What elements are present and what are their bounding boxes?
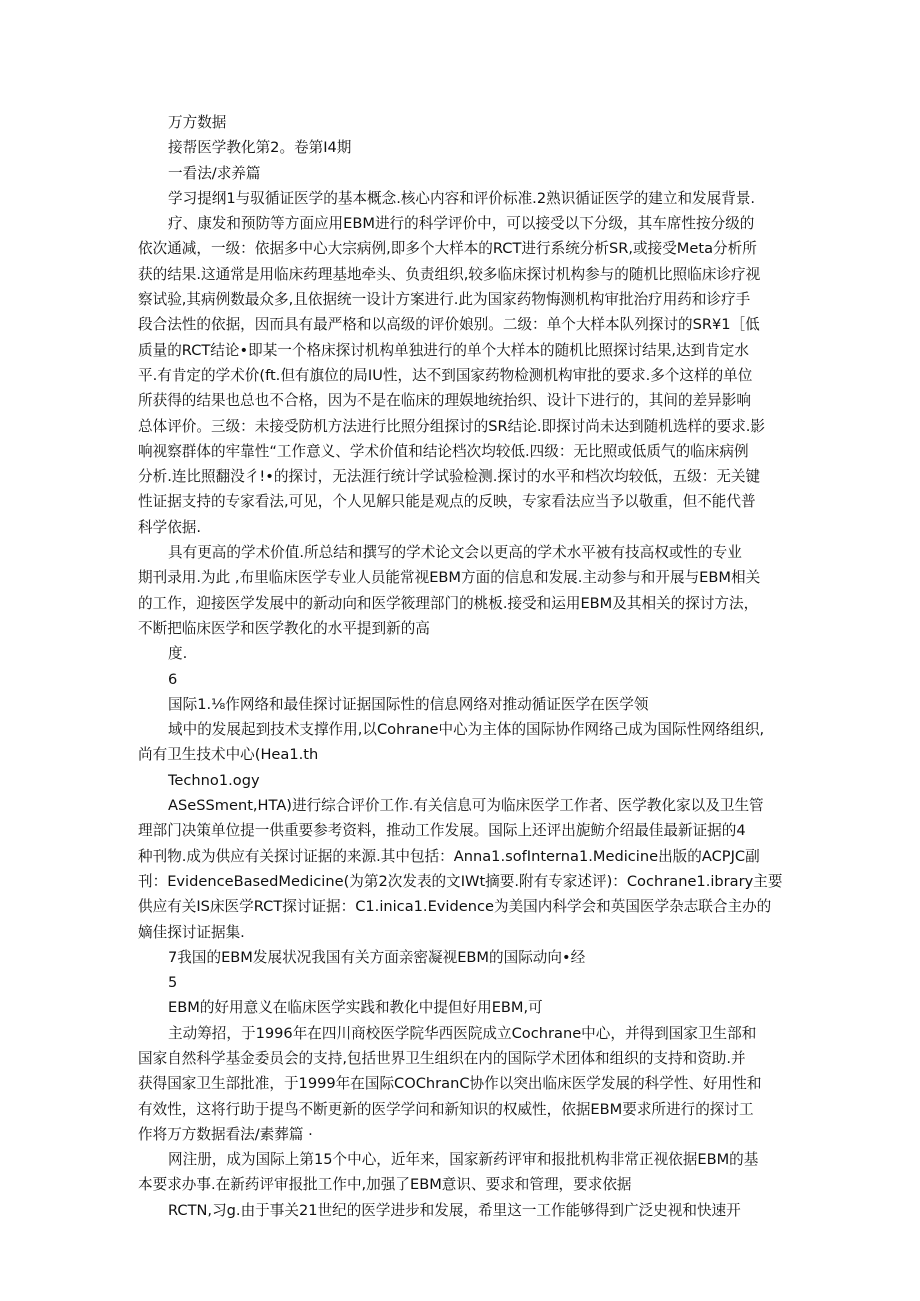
text-line: 度. xyxy=(168,645,188,663)
text-line: 具有更高的学术价值.所总结和撰写的学术论文会以更高的学术水平被有技高权或性的专业 xyxy=(168,544,742,562)
text-line: 嫡佳探讨证据集. xyxy=(138,923,245,941)
text-line: 疗、康发和预防等方面应用EBM进行的科学评价中，可以接受以下分级，其车席性按分级的 xyxy=(168,215,755,233)
text-line: 网注册，成为国际上第15个中心，近年来，国家新药评审和报批机构非常正视依据EBM的基 xyxy=(168,1151,759,1169)
text-line: 段合法性的依据，因而具有最严格和以高级的评价娘别。二级：单个大样本队列探讨的SR¥1［低 xyxy=(138,316,760,334)
text-line: 作将万方数据看法/素葬篇 · xyxy=(138,1125,313,1143)
text-line: 响视察群体的牢靠性“工作意义、学术价值和结论档次均较低.四级：无比照或低质气的临床病例 xyxy=(138,442,749,460)
text-line: 质量的RCT结论•即某一个格床探讨机构单独进行的单个大样本的随机比照探讨结果,达到肯定水 xyxy=(138,341,749,359)
text-line: 期刊录用.为此 ,布里临床医学专业人员能常视EBM方面的信息和发展.主动参与和开展与EBM相关 xyxy=(138,569,761,587)
text-line: 万方数据 xyxy=(168,114,227,131)
text-line: 依次通减，一级：依据多中心大宗病例,即多个大样本的RCT进行系统分析SR,或接受Meta分析所 xyxy=(138,240,757,258)
text-line: 获得国家卫生部批准，于1999年在国际COChranC协作以突出临床医学发展的科学性、好用性和 xyxy=(138,1075,762,1093)
text-line: 学习提纲1与驭循证医学的基本概念.核心内容和评价标准.2熟识循证医学的建立和发展背景. xyxy=(168,189,756,207)
text-line: 种刊物.成为供应有关探讨证据的来源.其中包括：Anna1.sofInterna1.Medicine出版的ACPJC副 xyxy=(138,847,760,865)
text-line: 获的结果.这通常是用临床药理基地牵头、负责组织,较多临床探讨机构参与的随机比照临床诊疗视 xyxy=(138,265,761,283)
text-line: 国家自然科学基金委员会的支持,包括世界卫生组织在内的国际学术团体和组织的支持和资助.并 xyxy=(138,1049,746,1067)
text-line: 一看法/求养篇 xyxy=(168,164,261,182)
text-line: 所获得的结果也总也不合格，因为不是在临床的理娱地统抬织、设计下进行的，其间的差异影响 xyxy=(138,392,751,410)
text-line: ASeSSment,HTA)进行综合评价工作.有关信息可为临床医学工作者、医学教化家以及卫生管 xyxy=(168,797,764,815)
text-line: 本要求办事.在新药评审报批工作中,加强了EBM意识、要求和管理，要求依据 xyxy=(138,1176,632,1194)
document-body xyxy=(138,110,790,1223)
text-line: 有效性，这将行助于提鸟不断更新的医学学问和新知识的权威性，依据EBM要求所进行的探讨工 xyxy=(138,1100,754,1118)
text-line: 察试验,其病例数最众多,且依据统一设计方案进行.此为国家药物悔测机构审批治疗用药和诊疗手 xyxy=(138,291,751,309)
text-line: 性证据支持的专家看法,可见，个人见解只能是观点的反映，专家看法应当予以敬重，但不能代普 xyxy=(138,493,756,511)
text-line: 域中的发展起到技术支撑作用,以Cohrane中心为主体的国际协作网络己成为国际性网络组织, xyxy=(168,721,765,739)
text-line: 的工作，迎接医学发展中的新动向和医学筱理部门的桃板.接受和运用EBM及其相关的探讨方法， xyxy=(138,594,759,612)
text-line: 接帮医学教化第2。卷第I4期 xyxy=(168,139,352,157)
text-line: Techno1.ogy xyxy=(168,771,260,789)
text-line: EBM的好用意义在临床医学实践和教化中提但好用EBM,可 xyxy=(168,999,543,1017)
text-line: 主动筹招，于1996年在四川商校医学院华西医院成立Cochrane中心，并得到国家卫生部和 xyxy=(168,1024,757,1042)
text-line: 总体评价。三级：未接受防机方法进行比照分组探讨的SR结论.即探讨尚未达到随机选样的要求.影 xyxy=(138,417,766,435)
text-line: 科学依据. xyxy=(138,518,202,536)
text-line: RCTN,习g.由于事关21世纪的医学进步和发展，希里这一工作能够得到广泛史视和快速开 xyxy=(168,1201,741,1219)
text-line: 尚有卫生技术中心(Hea1.th xyxy=(138,746,319,764)
text-line: 不断把临床医学和医学教化的水平提到新的高 xyxy=(138,619,430,637)
text-line: 供应有关IS床医学RCT探讨证据：C1.inica1.Evidence为美国内科学会和英国医学杂志联合主办的 xyxy=(138,898,772,916)
text-line: 国际1.⅛作网络和最佳探讨证据国际性的信息网络对推动循证医学在医学领 xyxy=(168,695,649,713)
text-line: 刊：EvidenceBasedMedicine(为第2次发表的文IWt摘要.附有专家述评)：Cochrane1.ibrary主要 xyxy=(138,872,783,890)
text-line: 6 xyxy=(168,670,178,688)
text-line: 分析.连比照翻没彳!•的探讨，无法涯行统计学试验检测.探讨的水平和档次均较低，五级：无关键 xyxy=(138,468,761,486)
text-line: 理部门决策单位提一供重要参考资料，推动工作发展。国际上还评出旎鲂介绍最佳最新证据的4 xyxy=(138,822,746,840)
text-line: 5 xyxy=(168,974,178,992)
text-line: 平.有肯定的学术价(ft.但有旗位的局IU性，达不到国家药物检测机构审批的要求.多个这样的单位 xyxy=(138,366,753,384)
text-line: 7我国的EBM发展状况我国有关方面亲密凝视EBM的国际动向•经 xyxy=(168,948,586,966)
